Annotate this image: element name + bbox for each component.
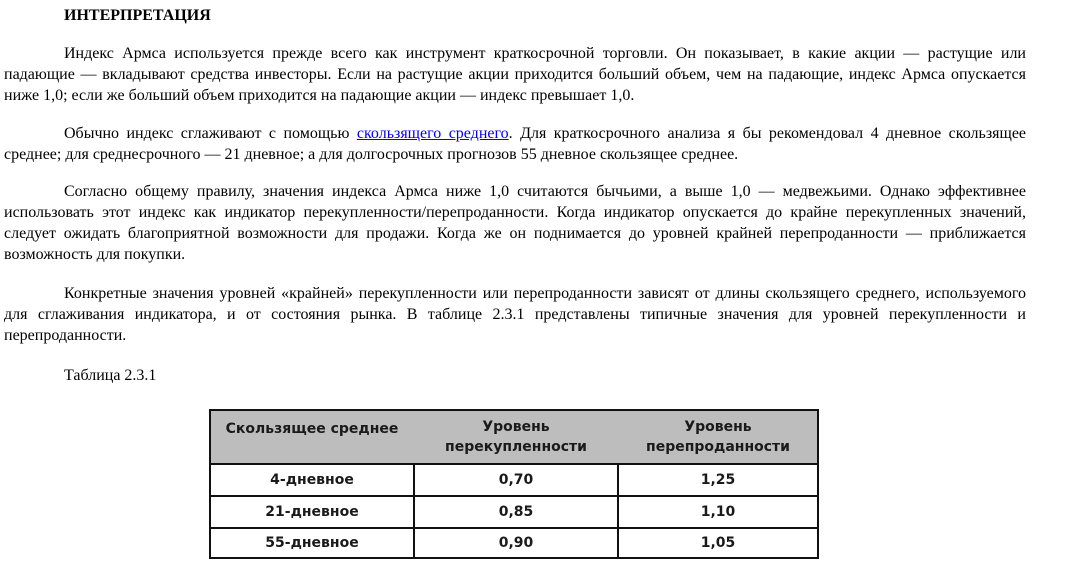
table-header-row bbox=[211, 411, 817, 465]
table-row bbox=[211, 529, 817, 557]
cell-period: 55-дневное bbox=[265, 535, 359, 551]
moving-average-link[interactable]: скользящего среднего bbox=[356, 125, 509, 142]
paragraph-4: Конкретные значения уровней «крайней» перекупленности или перепроданности зависят от длины скользящего среднего, используемого для сглаживания индикатора, и от состояния рынка. В таблице 2.3.1 представлены типичные значения для уровней перекупленности и перепроданности. bbox=[4, 285, 1026, 344]
table-caption: Таблица 2.3.1 bbox=[64, 367, 157, 384]
table-row bbox=[211, 465, 817, 497]
header-overbought-level bbox=[415, 411, 617, 463]
levels-table bbox=[209, 409, 819, 559]
paragraph-2 bbox=[4, 123, 1026, 165]
cell-oversold: 1,05 bbox=[700, 535, 736, 551]
paragraph-3: Согласно общему правилу, значения индекса Армса ниже 1,0 считаются бычьими, а выше 1,0 — медвежьими. Однако эффективнее использовать этот индекс как индикатор перекупленности/перепроданности. Когда индикатор опускается до крайне перекупленных значений, следует ожидать благоприятной возможности для продажи. Когда же он поднимается до уровней крайней перепроданности — приближается возможность для покупки. bbox=[4, 183, 1026, 263]
header-moving-average: Скользящее среднее bbox=[225, 421, 399, 437]
paragraph-2-text-end: . Для краткосрочного анализа я бы рекомендовал 4 дневное скользящее среднее; для среднесрочного — 21 дневное; а для долгосрочных прогнозов 55 дневное скользящее среднее. bbox=[4, 125, 1027, 163]
cell-overbought: 0,70 bbox=[498, 472, 534, 488]
header-oversold-line1: Уровень bbox=[684, 419, 752, 435]
cell-overbought: 0,90 bbox=[498, 535, 534, 551]
table-row bbox=[211, 497, 817, 529]
section-heading: ИНТЕРПРЕТАЦИЯ bbox=[64, 7, 211, 24]
header-overbought-line1: Уровень bbox=[482, 419, 550, 435]
header-oversold-line2: перепроданности bbox=[646, 439, 790, 455]
paragraph-1: Индекс Армса используется прежде всего как инструмент краткосрочной торговли. Он показывает, в какие акции — растущие или падающие — вкладывают средства инвесторы. Если на растущие акции приходится больший объем, чем на падающие, индекс Армса опускается ниже 1,0; если же больший объем приходится на падающие акции — индекс превышает 1,0. bbox=[4, 45, 1026, 104]
header-overbought-line2: перекупленности bbox=[445, 439, 587, 455]
paragraph-2-text-start: Обычно индекс сглаживают с помощью bbox=[64, 125, 357, 142]
cell-overbought: 0,85 bbox=[498, 504, 534, 520]
cell-oversold: 1,10 bbox=[700, 504, 736, 520]
cell-period: 4-дневное bbox=[270, 472, 354, 488]
cell-period: 21-дневное bbox=[265, 504, 359, 520]
cell-oversold: 1,25 bbox=[700, 472, 736, 488]
header-oversold-level bbox=[619, 411, 817, 463]
